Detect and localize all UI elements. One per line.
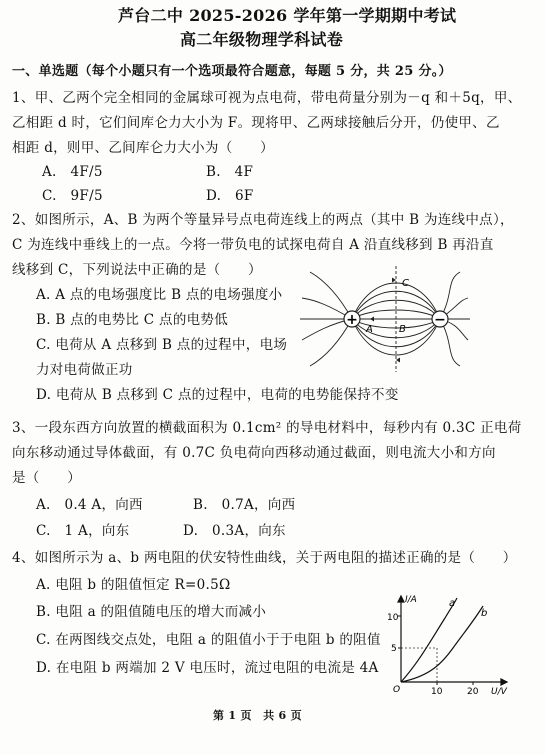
curve-b-line bbox=[401, 606, 483, 682]
q3-option-b: B. 0.7A，向西 bbox=[193, 497, 296, 513]
q1-stem-line: 乙相距 d 时，它们间库仑力大小为 F。现将甲、乙两球接触后分开，仍使甲、乙 bbox=[12, 115, 500, 131]
x-tick-10: 10 bbox=[431, 687, 443, 696]
q4-option-d: D. 在电阻 b 两端加 2 V 电压时，流过电阻的电流是 4A bbox=[36, 660, 379, 676]
q1-stem-line: 1、甲、乙两个完全相同的金属球可视为点电荷，带电荷量分别为－q 和＋5q，甲、 bbox=[12, 90, 522, 106]
q2-option-c-cont: 力对电荷做正功 bbox=[36, 362, 133, 378]
page-number: 第 1 页 共 6 页 bbox=[213, 709, 302, 722]
q4-option-b: B. 电阻 a 的阻值随电压的增大而减小 bbox=[36, 604, 267, 620]
q3-option-d: D. 0.3A，向东 bbox=[183, 523, 286, 539]
curve-a-line bbox=[401, 598, 457, 682]
minus-sign: − bbox=[434, 312, 446, 328]
y-tick-10: 10 bbox=[387, 613, 399, 623]
curve-b-label: b bbox=[481, 608, 488, 619]
q1-option-a: A. 4F/5 bbox=[42, 164, 103, 180]
q2-stem-line: 线移到 C，下列说法中正确的是（ ） bbox=[12, 262, 262, 278]
q3-option-a: A. 0.4 A，向西 bbox=[36, 497, 143, 513]
q3-option-c: C. 1 A，向东 bbox=[36, 523, 130, 539]
q4-option-a: A. 电阻 b 的阻值恒定 R=0.5Ω bbox=[36, 577, 231, 593]
q2-stem-line: C 为连线中垂线上的一点。今将一带负电的试探电荷自 A 沿直线移到 B 再沿直 bbox=[12, 237, 494, 253]
q2-option-a: A. A 点的电场强度比 B 点的电场强度小 bbox=[36, 287, 283, 303]
plus-sign: + bbox=[346, 312, 358, 328]
x-axis-label: U/V bbox=[491, 687, 507, 696]
y-tick-5: 5 bbox=[391, 644, 397, 654]
q3-stem-line: 是（ ） bbox=[12, 470, 81, 486]
q3-stem-line: 向东移动通过导体截面，有 0.7C 负电荷向西移动通过截面，则电流大小和方向 bbox=[12, 445, 496, 461]
q1-option-d: D. 6F bbox=[206, 188, 254, 204]
curve-a-label: a bbox=[449, 598, 456, 609]
x-tick-20: 20 bbox=[467, 687, 479, 696]
point-c-label: C bbox=[402, 278, 409, 289]
exam-subtitle: 高二年级物理学科试卷 bbox=[180, 30, 344, 49]
exam-title: 芦台二中 2025-2026 学年第一学期期中考试 bbox=[118, 6, 457, 25]
point-b-label: B bbox=[399, 324, 406, 335]
electric-field-figure bbox=[300, 262, 470, 376]
q1-option-c: C. 9F/5 bbox=[42, 188, 103, 204]
q2-option-c: C. 电荷从 A 点移到 B 点的过程中，电场 bbox=[36, 337, 288, 353]
q3-stem-line: 3、一段东西方向放置的横截面积为 0.1cm² 的导电材料中，每秒内有 0.3C 正电荷 bbox=[12, 420, 522, 436]
q1-option-b: B. 4F bbox=[206, 164, 254, 180]
point-a-label: A bbox=[366, 324, 373, 335]
q4-option-c: C. 在两图线交点处，电阻 a 的阻值小于于电阻 b 的阻值 bbox=[36, 632, 381, 648]
q2-option-d: D. 电荷从 B 点移到 C 点的过程中，电荷的电势能保持不变 bbox=[36, 387, 399, 403]
q4-stem: 4、如图所示为 a、b 两电阻的伏安特性曲线，关于两电阻的描述正确的是（ ） bbox=[12, 550, 517, 566]
origin-label: O bbox=[393, 685, 401, 695]
q2-stem-line: 2、如图所示，A、B 为两个等量异号点电荷连线上的两点（其中 B 为连线中点）， bbox=[12, 212, 514, 228]
iv-curve-figure bbox=[385, 590, 513, 696]
q1-stem-line: 相距 d，则甲、乙间库仑力大小为（ ） bbox=[12, 140, 274, 156]
y-axis-label: I/A bbox=[405, 595, 417, 605]
section-heading: 一、单选题（每个小题只有一个选项最符合题意，每题 5 分，共 25 分。） bbox=[12, 64, 452, 79]
q2-option-b: B. B 点的电势比 C 点的电势低 bbox=[36, 312, 229, 328]
